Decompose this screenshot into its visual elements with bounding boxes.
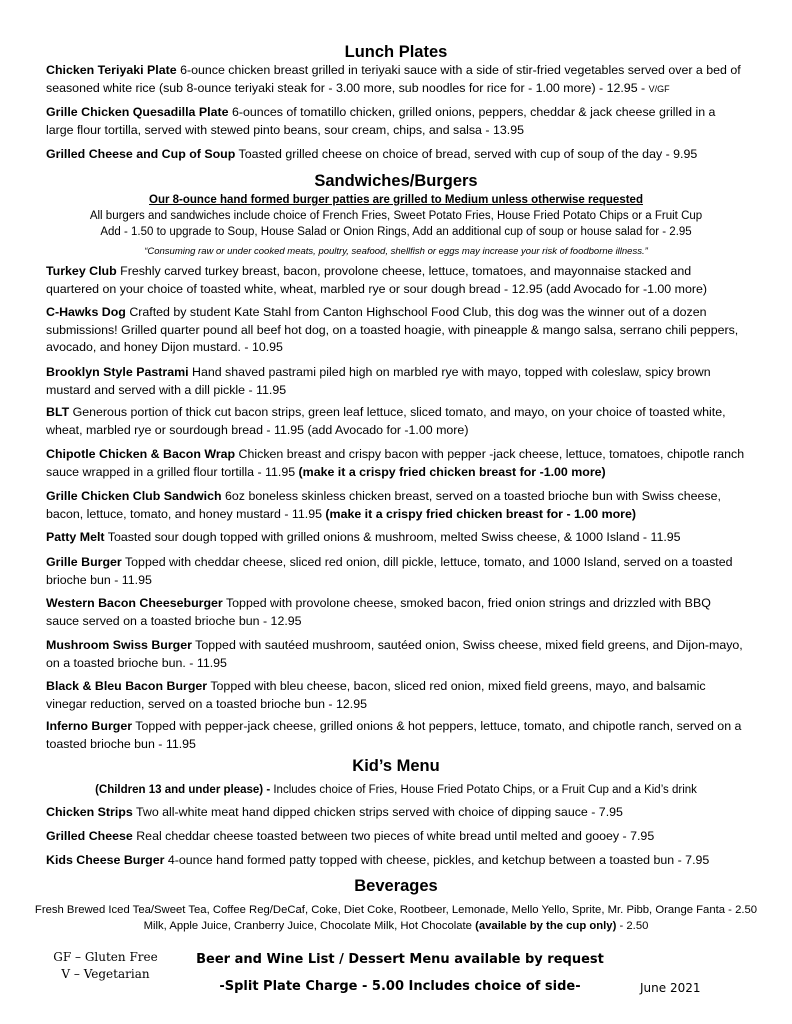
beer-wine-note: Beer and Wine List / Dessert Menu available by request (196, 952, 604, 967)
menu-item (46, 404, 746, 439)
item-desc: Topped with provolone cheese, smoked bacon, fried onion strings and drizzled with BBQ sauce served on a toasted brioche bun - 12.95 (46, 596, 711, 628)
item-name: Grilled Cheese (46, 829, 133, 843)
menu-item (46, 595, 746, 630)
legend-gf: GF – Gluten Free (53, 950, 158, 964)
item-desc: Topped with sautéed mushroom, sautéed onion, Swiss cheese, mixed field greens, and Dijon-mayo, on a toasted brioche bun. - 11.95 (46, 638, 743, 670)
item-name: BLT (46, 405, 70, 419)
menu-item (46, 718, 746, 753)
sandwiches-title: Sandwiches/Burgers (314, 172, 478, 190)
menu-item (46, 804, 746, 822)
item-desc: Chicken breast and crispy bacon with pepper -jack cheese, lettuce, tomatoes, chipotle ranch sauce wrapped in a grilled flour tortilla - 11.95 (46, 447, 745, 479)
item-name: Patty Melt (46, 530, 105, 544)
menu-item (46, 488, 746, 523)
menu-item (46, 554, 746, 589)
beverages-line-1: Fresh Brewed Iced Tea/Sweet Tea, Coffee Reg/DeCaf, Coke, Diet Coke, Rootbeer, Lemonade, Mello Yello, Sprite, Mr. Pibb, Orange Fanta - 2.50 (34, 904, 758, 916)
legend-v: V – Vegetarian (61, 967, 150, 981)
menu-item (46, 446, 746, 481)
item-desc: Freshly carved turkey breast, bacon, provolone cheese, lettuce, tomatoes, and mayonnaise stacked and quartered on your choice of toasted white, wheat, marbled rye or sour dough bread - 12.95 (add Avocado for -1.00 more) (46, 264, 707, 296)
item-desc: Toasted grilled cheese on choice of bread, served with cup of soup of the day - 9.95 (235, 147, 698, 161)
upgrade-note: Add - 1.50 to upgrade to Soup, House Salad or Onion Rings, Add an additional cup of soup or house salad for - 2.95 (100, 226, 692, 238)
item-name: Black & Bleu Bacon Burger (46, 679, 208, 693)
kids-note (20, 783, 772, 797)
item-upgrade: (make it a crispy fried chicken breast for -1.00 more) (298, 464, 606, 479)
beverages-list-2: Milk, Apple Juice, Cranberry Juice, Chocolate Milk, Hot Chocolate (143, 920, 476, 932)
item-desc: Topped with bleu cheese, bacon, sliced red onion, mixed field greens, mayo, and balsamic vinegar reduction, served on a toasted brioche bun - 12.95 (46, 679, 706, 711)
diet-tag: V/GF (648, 83, 670, 94)
item-name: Grilled Cheese and Cup of Soup (46, 147, 236, 161)
beverages-title: Beverages (354, 877, 438, 895)
item-name: Inferno Burger (46, 719, 133, 733)
item-desc: 4-ounce hand formed patty topped with cheese, pickles, and ketchup between a toasted bun - 7.95 (164, 853, 710, 867)
item-desc: 6-ounces of tomatillo chicken, grilled onions, peppers, cheddar & jack cheese grilled in a large flour tortilla, served with stewed pinto beans, sour cream, chips, and salsa - 13.95 (46, 105, 716, 137)
kids-includes-note: Includes choice of Fries, House Fried Potato Chips, or a Fruit Cup and a Kid’s drink (270, 784, 697, 796)
item-name: Turkey Club (46, 264, 117, 278)
item-name: Chicken Strips (46, 805, 133, 819)
item-upgrade: (make it a crispy fried chicken breast for - 1.00 more) (325, 506, 636, 521)
menu-item (46, 62, 746, 98)
menu-item (46, 678, 746, 713)
item-desc: Real cheddar cheese toasted between two pieces of white bread until melted and gooey - 7.95 (132, 829, 655, 843)
menu-item (46, 263, 746, 298)
item-name: Mushroom Swiss Burger (46, 638, 192, 652)
item-name: Grille Chicken Quesadilla Plate (46, 105, 229, 119)
item-desc: Hand shaved pastrami piled high on marbled rye with mayo, topped with coleslaw, spicy brown mustard and served with a dill pickle - 11.95 (46, 365, 711, 397)
sides-note: All burgers and sandwiches include choice of French Fries, Sweet Potato Fries, House Fried Potato Chips or a Fruit Cup (89, 210, 703, 222)
item-desc: Topped with pepper-jack cheese, grilled onions & hot peppers, lettuce, tomato, and chipotle ranch, served on a toasted brioche bun - 11.95 (46, 719, 742, 751)
menu-item (46, 529, 746, 547)
lunch-plates-title: Lunch Plates (344, 43, 448, 61)
menu-date: June 2021 (640, 981, 701, 995)
item-desc: Toasted sour dough topped with grilled onions & mushroom, melted Swiss cheese, & 1000 Island - 11.95 (104, 530, 681, 544)
item-name: Chicken Teriyaki Plate (46, 63, 177, 77)
beverages-price-2: - 2.50 (616, 920, 649, 932)
split-plate-note: -Split Plate Charge - 5.00 Includes choice of side- (219, 979, 581, 994)
menu-item (46, 852, 746, 870)
item-desc: Two all-white meat hand dipped chicken strips served with choice of dipping sauce - 7.95 (132, 805, 623, 819)
item-name: Grille Chicken Club Sandwich (46, 489, 222, 503)
menu-item (46, 364, 746, 399)
burger-patty-note: Our 8-ounce hand formed burger patties are grilled to Medium unless otherwise requested (149, 194, 643, 206)
cup-only-note: (available by the cup only) (475, 920, 617, 932)
item-desc: 6oz boneless skinless chicken breast, served on a toasted brioche bun with Swiss cheese, bacon, lettuce, tomato, and honey mustard - 11.95 (46, 489, 721, 521)
food-warning: “Consuming raw or under cooked meats, poultry, seafood, shellfish or eggs may increase your risk of foodborne illness.” (144, 246, 648, 257)
menu-item (46, 304, 746, 357)
menu-item (46, 146, 746, 164)
menu-item (46, 104, 746, 139)
item-name: C-Hawks Dog (46, 305, 126, 319)
menu-item (46, 637, 746, 672)
kids-menu-title: Kid’s Menu (352, 757, 440, 775)
item-name: Kids Cheese Burger (46, 853, 165, 867)
beverages-line-2 (20, 919, 772, 933)
burger-note-line (20, 193, 772, 207)
warning-line (20, 244, 772, 259)
kids-age-note: (Children 13 and under please) - (95, 784, 271, 796)
item-name: Western Bacon Cheeseburger (46, 596, 223, 610)
item-name: Grille Burger (46, 555, 122, 569)
item-name: Brooklyn Style Pastrami (46, 365, 189, 379)
item-desc: Crafted by student Kate Stahl from Canton Highschool Food Club, this dog was the winner out of a dozen submissions! Grilled quarter pound all beef hot dog, on a toasted hoagie, with pineapple & mango salsa, serrano chili peppers, avocado, and honey Dijon mustard. - 10.95 (46, 305, 739, 354)
menu-item (46, 828, 746, 846)
item-desc: 6-ounce chicken breast grilled in teriyaki sauce with a side of stir-fried vegetables served over a bed of seasoned white rice (sub 8-ounce teriyaki steak for - 3.00 more, sub noodles for rice for - 1.00 more) - 12.95 - (46, 63, 741, 95)
item-name: Chipotle Chicken & Bacon Wrap (46, 447, 236, 461)
item-desc: Generous portion of thick cut bacon strips, green leaf lettuce, sliced tomato, and mayo, on your choice of toasted white, wheat, marbled rye or sourdough bread - 11.95 (add Avocado for -1.00 more) (46, 405, 726, 437)
item-desc: Topped with cheddar cheese, sliced red onion, dill pickle, lettuce, tomato, and 1000 Island, served on a toasted brioche bun - 11.95 (46, 555, 733, 587)
